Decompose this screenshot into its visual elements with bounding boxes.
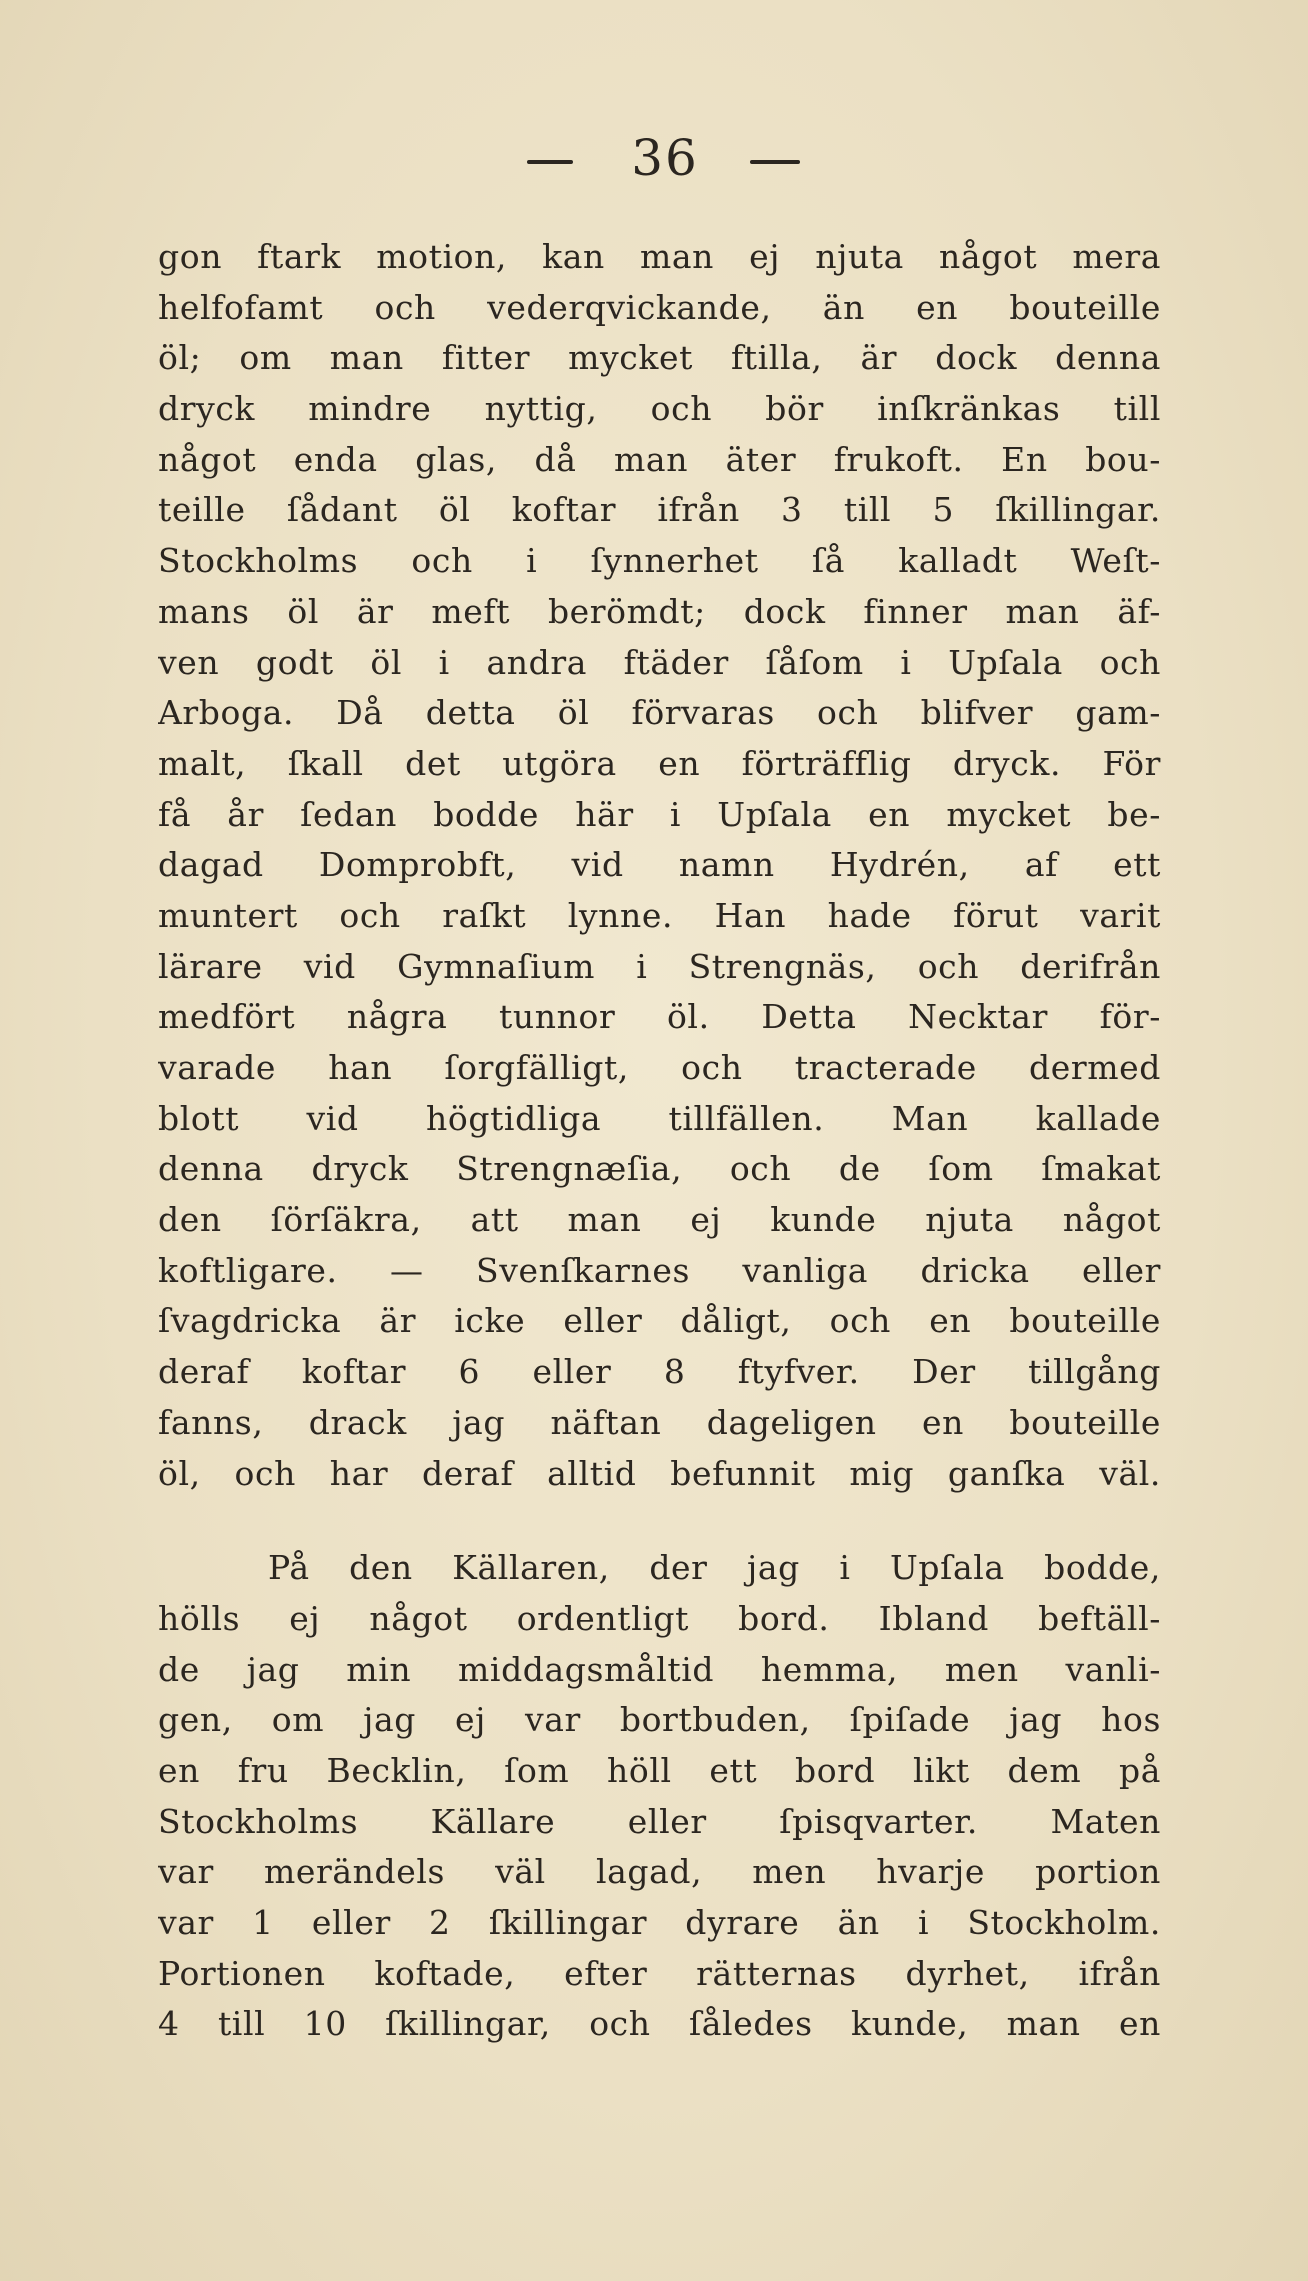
text-line: malt, ſkall det utgöra en förträfflig dryck. För [158, 743, 1161, 783]
paragraph-2 [158, 1543, 1161, 2050]
text-line: denna dryck Strengnæſia, och de ſom ſmakat [158, 1149, 1161, 1189]
text-line: medfört några tunnor öl. Detta Necktar för- [158, 997, 1161, 1037]
text-line: Portionen koftade, efter rätternas dyrhet, ifrån [158, 1953, 1161, 1993]
text-line: koftligare. — Svenſkarnes vanliga dricka eller [158, 1250, 1161, 1290]
text-line: något enda glas, då man äter frukoft. En bou- [158, 439, 1161, 479]
text-line: På den Källaren, der jag i Upſala bodde, [268, 1548, 1161, 1588]
text-line: var merändels väl lagad, men hvarje portion [158, 1852, 1161, 1892]
header-ornament-right [750, 160, 800, 164]
text-line: fanns, drack jag näftan dageligen en bouteille [158, 1402, 1161, 1442]
text-line: hölls ej något ordentligt bord. Ibland beftäll- [158, 1598, 1161, 1638]
text-line: 4 till 10 ſkillingar, och ſåledes kunde, man en [158, 2004, 1161, 2044]
text-line: öl; om man fitter mycket ftilla, är dock denna [158, 338, 1161, 378]
text-line: dryck mindre nyttig, och bör inſkränkas till [158, 389, 1161, 429]
text-line: deraf koftar 6 eller 8 ftyfver. Der tillgång [158, 1352, 1161, 1392]
text-line: en fru Becklin, ſom höll ett bord likt dem på [158, 1750, 1161, 1790]
text-line: var 1 eller 2 ſkillingar dyrare än i Stockholm. [158, 1903, 1161, 1942]
page-header [0, 128, 1308, 188]
text-line: lärare vid Gymnaſium i Strengnäs, och derifrån [158, 946, 1161, 986]
text-line: få år ſedan bodde här i Upſala en mycket be- [158, 794, 1161, 834]
text-line: mans öl är meft berömdt; dock finner man äf- [158, 591, 1161, 631]
text-line: öl, och har deraf alltid befunnit mig ganſka väl. [158, 1453, 1161, 1493]
text-line: varade han ſorgfälligt, och tracterade dermed [158, 1048, 1161, 1087]
text-line: blott vid högtidliga tillfällen. Man kallade [158, 1098, 1161, 1138]
text-line: teille ſådant öl koftar ifrån 3 till 5 ſkillingar. [158, 490, 1161, 530]
paragraph-spacer [158, 1499, 1161, 1543]
text-line: de jag min middagsmåltid hemma, men vanli- [158, 1649, 1161, 1689]
text-line: helfofamt och vederqvickande, än en bouteille [158, 287, 1161, 327]
text-line: ven godt öl i andra ftäder ſåſom i Upſala och [158, 642, 1161, 682]
text-line: Stockholms Källare eller ſpisqvarter. Maten [158, 1801, 1161, 1841]
paragraph-1 [158, 232, 1161, 1499]
text-line: Stockholms och i ſynnerhet ſå kalladt Weſt- [158, 541, 1161, 581]
header-ornament-left [527, 160, 573, 164]
text-line: ſvagdricka är icke eller dåligt, och en bouteille [158, 1301, 1161, 1341]
page-body [158, 232, 1161, 2050]
text-line: gon ftark motion, kan man ej njuta något mera [158, 237, 1161, 276]
text-line: gen, om jag ej var bortbuden, ſpiſade jag hos [158, 1700, 1161, 1740]
text-line: Arboga. Då detta öl förvaras och blifver gam- [158, 693, 1161, 733]
text-line: dagad Domprobft, vid namn Hydrén, af ett [158, 845, 1161, 885]
text-line: muntert och raſkt lynne. Han hade förut varit [158, 895, 1161, 935]
text-line: den ſörſäkra, att man ej kunde njuta något [158, 1200, 1161, 1240]
page-number: 36 [631, 129, 699, 187]
